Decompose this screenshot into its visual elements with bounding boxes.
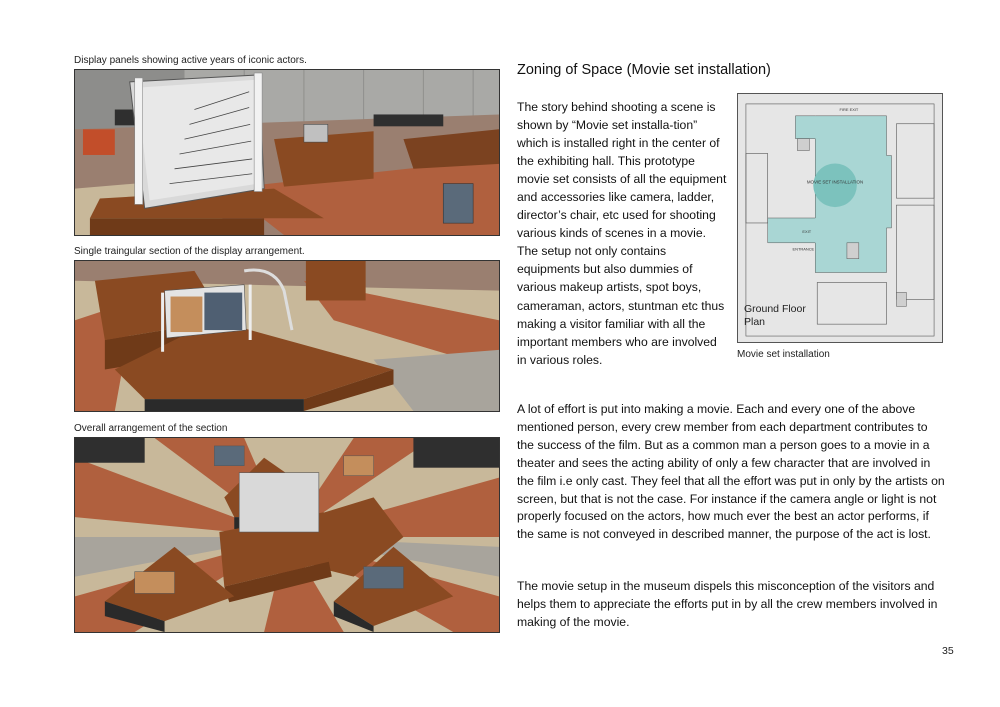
page-number: 35	[942, 645, 954, 657]
render-display-panels	[74, 69, 500, 236]
image-caption-middle: Single traingular section of the display arrangement.	[74, 246, 305, 257]
plan-label-entrance: ENTRANCE	[792, 246, 815, 252]
section-heading: Zoning of Space (Movie set installation)	[517, 62, 771, 78]
image-caption-bottom: Overall arrangement of the section	[74, 423, 228, 434]
floor-plan-caption: Movie set installation	[737, 349, 830, 360]
render-triangular-section	[74, 260, 500, 412]
plan-label-center: MOVIE SET INSTALLATION	[806, 179, 864, 185]
paragraph-intro: The story behind shooting a scene is shown by “Movie set installa-tion” which is installed right in the center of the exhibiting hall. This prototype movie set consists of all the equipment and accessories like camera, ladder, director’s chair, etc used for shooting various kinds of scenes in a movie. The setup not only contains equipments but also dummies of various makeup artists, spot boys, cameraman, actors, stuntman etc thus making a visitor familiar with all the important members who are involved in various roles.	[517, 100, 727, 367]
plan-label-fire-exit: FIRE EXIT	[839, 106, 859, 112]
render-overall-arrangement	[74, 437, 500, 633]
paragraph-conclusion: The movie setup in the museum dispels this misconception of the visitors and helps them to appreciate the efforts put in by all the crew members involved in making of the movie.	[517, 579, 938, 629]
image-caption-top: Display panels showing active years of iconic actors.	[74, 55, 307, 66]
floor-plan-label: Ground Floor Plan	[744, 303, 806, 328]
paragraph-effort: A lot of effort is put into making a movie. Each and every one of the above mentioned person, every crew member from each department contributes to the success of the film. But as a common man a person goes to a movie in a theater and sees the acting ability of only a few character that are involved in the film i.e only cast. They feel that all the effort was put in only by the artists on screen, but that is not the case. For instance if the camera angle or light is not properly focused on the actors, how much ever the best an actor performs, if the same is not conveyed in described manner, the purpose of the act is lost.	[517, 402, 945, 542]
plan-label-exit: EXIT	[802, 228, 812, 234]
